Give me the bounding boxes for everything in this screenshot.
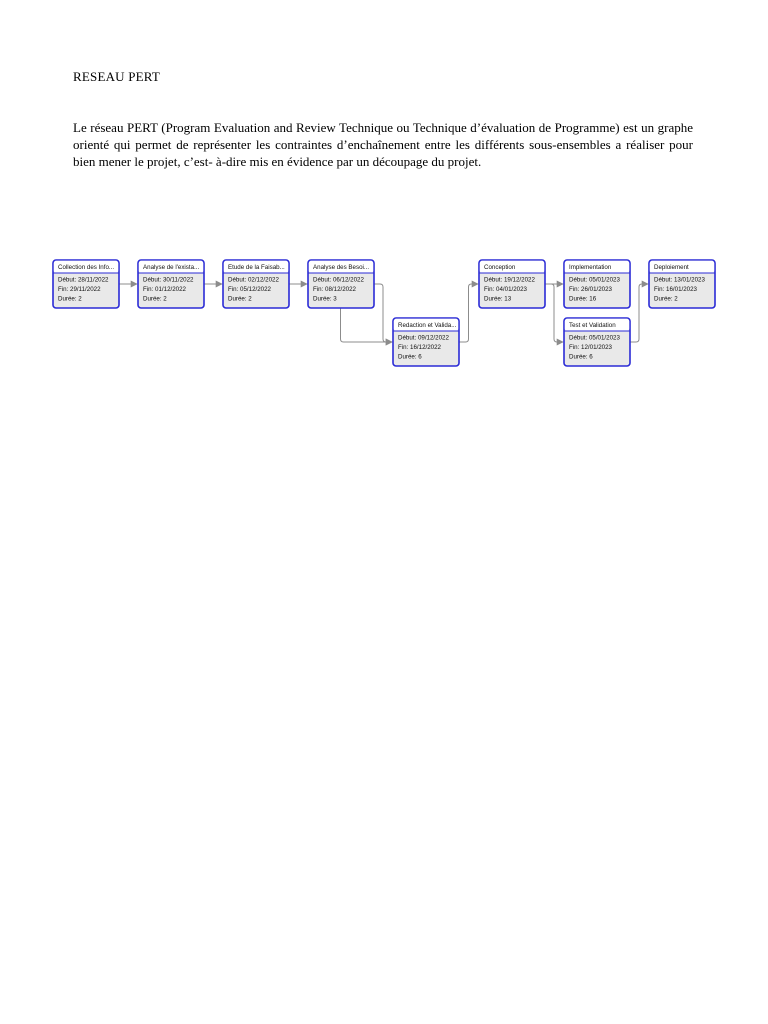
pert-node-start: Début: 19/12/2022 (484, 276, 535, 284)
pert-node (53, 260, 119, 308)
pert-node-duration: Durée: 2 (143, 295, 167, 303)
pert-node-end: Fin: 16/12/2022 (398, 344, 442, 351)
pert-node-title: Collection des Info... (58, 264, 115, 272)
pert-node-end: Fin: 01/12/2022 (143, 286, 187, 293)
pert-node (393, 318, 459, 366)
pert-node-start: Début: 02/12/2022 (228, 276, 279, 284)
pert-node-start: Début: 13/01/2023 (654, 276, 705, 284)
pert-node-end: Fin: 12/01/2023 (569, 344, 613, 351)
pert-node (564, 318, 630, 366)
pert-node (564, 260, 630, 308)
pert-link-n8-n9 (630, 284, 648, 342)
pert-node (223, 260, 289, 308)
pert-node-end: Fin: 26/01/2023 (569, 286, 613, 293)
pert-link-n4-n5 (374, 284, 392, 342)
pert-node-start: Début: 05/01/2023 (569, 334, 620, 342)
document-heading: RESEAU PERT (73, 69, 161, 84)
pert-node-title: Implementation (569, 264, 612, 272)
pert-node-title: Test et Validation (569, 322, 616, 330)
pert-node-duration: Durée: 13 (484, 295, 512, 303)
pert-node-end: Fin: 29/11/2022 (58, 286, 101, 293)
pert-node-end: Fin: 04/01/2023 (484, 286, 528, 293)
pert-link-n6-n8 (545, 284, 563, 342)
document-paragraph: Le réseau PERT (Program Evaluation and Review Technique ou Technique d’évaluation de Programme) est un graphe orienté qui permet de représenter les contraintes d’enchaînement entre les différents sous-ensembles a réaliser pour bien mener le projet, c’est- à-dire mis en évidence par un découpage du projet. (73, 120, 693, 169)
pert-node-duration: Durée: 2 (228, 295, 252, 303)
pert-node-duration: Durée: 6 (398, 353, 422, 361)
pert-link-n5-n6 (459, 284, 478, 342)
pert-node (308, 260, 374, 308)
pert-node-end: Fin: 08/12/2022 (313, 286, 357, 293)
pert-node-duration: Durée: 2 (654, 295, 678, 303)
pert-node-start: Début: 06/12/2022 (313, 276, 364, 284)
pert-node-duration: Durée: 3 (313, 295, 337, 303)
pert-node-end: Fin: 05/12/2022 (228, 286, 272, 293)
pert-node-title: Etude de la Faisab... (228, 264, 285, 272)
pert-node-title: Conception (484, 264, 516, 272)
pert-node-end: Fin: 16/01/2023 (654, 286, 698, 293)
pert-node-duration: Durée: 2 (58, 295, 82, 303)
pert-node-duration: Durée: 6 (569, 353, 593, 361)
pert-node (138, 260, 204, 308)
pert-node-title: Redaction et Valida... (398, 322, 457, 330)
pert-node-title: Analyse de l'exista... (143, 264, 200, 272)
pert-node-start: Début: 28/11/2022 (58, 276, 109, 284)
pert-node-title: Deploiement (654, 264, 689, 272)
pert-node-start: Début: 05/01/2023 (569, 276, 620, 284)
pert-node-start: Début: 09/12/2022 (398, 334, 449, 342)
pert-nodes (53, 260, 715, 366)
pert-node (649, 260, 715, 308)
pert-node (479, 260, 545, 308)
pert-node-title: Analyse des Besoi... (313, 264, 370, 272)
pert-node-start: Début: 30/11/2022 (143, 276, 194, 284)
pert-node-duration: Durée: 16 (569, 295, 597, 303)
